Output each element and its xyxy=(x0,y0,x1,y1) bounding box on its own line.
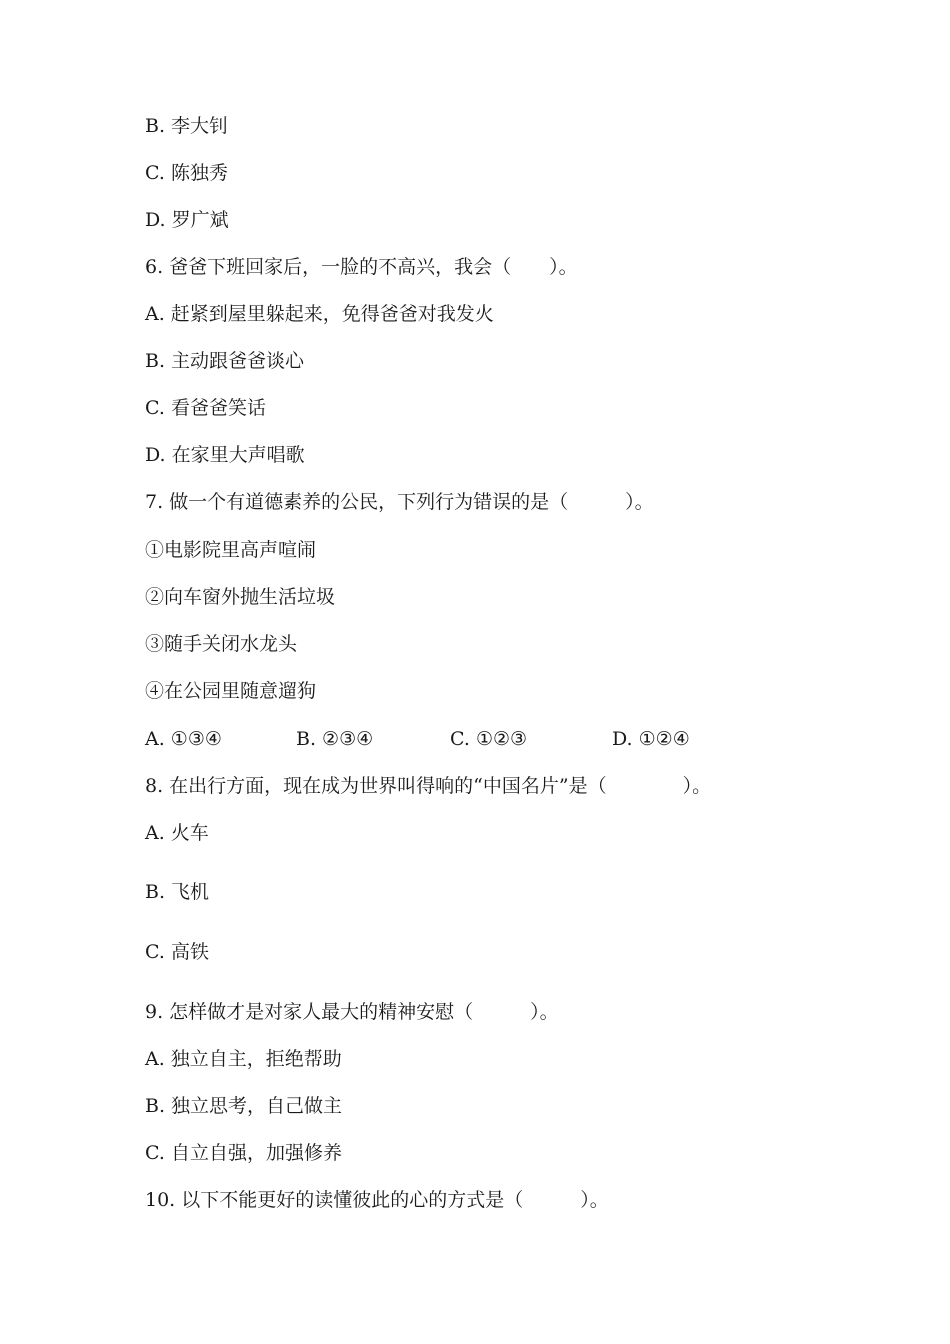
q7-options-row xyxy=(0,727,950,751)
q8-option-b: B. 飞机 xyxy=(145,881,210,903)
q6-option-b: B. 主动跟爸爸谈心 xyxy=(145,350,305,372)
q6-option-a: A. 赶紧到屋里躲起来，免得爸爸对我发火 xyxy=(145,303,494,325)
q7-statement-3: ③随手关闭水龙头 xyxy=(145,633,298,655)
q7-stem: 7. 做一个有道德素养的公民，下列行为错误的是（ ）。 xyxy=(145,491,654,513)
q5-option-b: B. 李大钊 xyxy=(145,115,229,137)
q7-statement-4: ④在公园里随意遛狗 xyxy=(145,680,317,702)
q10-stem: 10. 以下不能更好的读懂彼此的心的方式是（ ）。 xyxy=(145,1189,609,1211)
q8-option-c: C. 高铁 xyxy=(145,941,209,963)
q7-option-a: A. ①③④ xyxy=(145,728,222,750)
q9-option-a: A. 独立自主，拒绝帮助 xyxy=(145,1048,342,1070)
q5-option-d: D. 罗广斌 xyxy=(145,209,229,231)
q8-stem: 8. 在出行方面，现在成为世界叫得响的“中国名片”是（ ）。 xyxy=(145,775,712,797)
q6-option-c: C. 看爸爸笑话 xyxy=(145,397,266,419)
q7-option-c: C. ①②③ xyxy=(450,728,528,750)
q6-stem: 6. 爸爸下班回家后，一脸的不高兴，我会（ ）。 xyxy=(145,256,578,278)
q9-option-c: C. 自立自强，加强修养 xyxy=(145,1142,342,1164)
q9-stem: 9. 怎样做才是对家人最大的精神安慰（ ）。 xyxy=(145,1001,559,1023)
q5-option-c: C. 陈独秀 xyxy=(145,162,228,184)
q7-option-d: D. ①②④ xyxy=(612,728,690,750)
q8-option-a: A. 火车 xyxy=(145,822,209,844)
q7-option-b: B. ②③④ xyxy=(296,728,374,750)
q7-statement-1: ①电影院里高声喧闹 xyxy=(145,539,317,561)
q9-option-b: B. 独立思考，自己做主 xyxy=(145,1095,343,1117)
q7-statement-2: ②向车窗外抛生活垃圾 xyxy=(145,586,336,608)
q6-option-d: D. 在家里大声唱歌 xyxy=(145,444,305,466)
